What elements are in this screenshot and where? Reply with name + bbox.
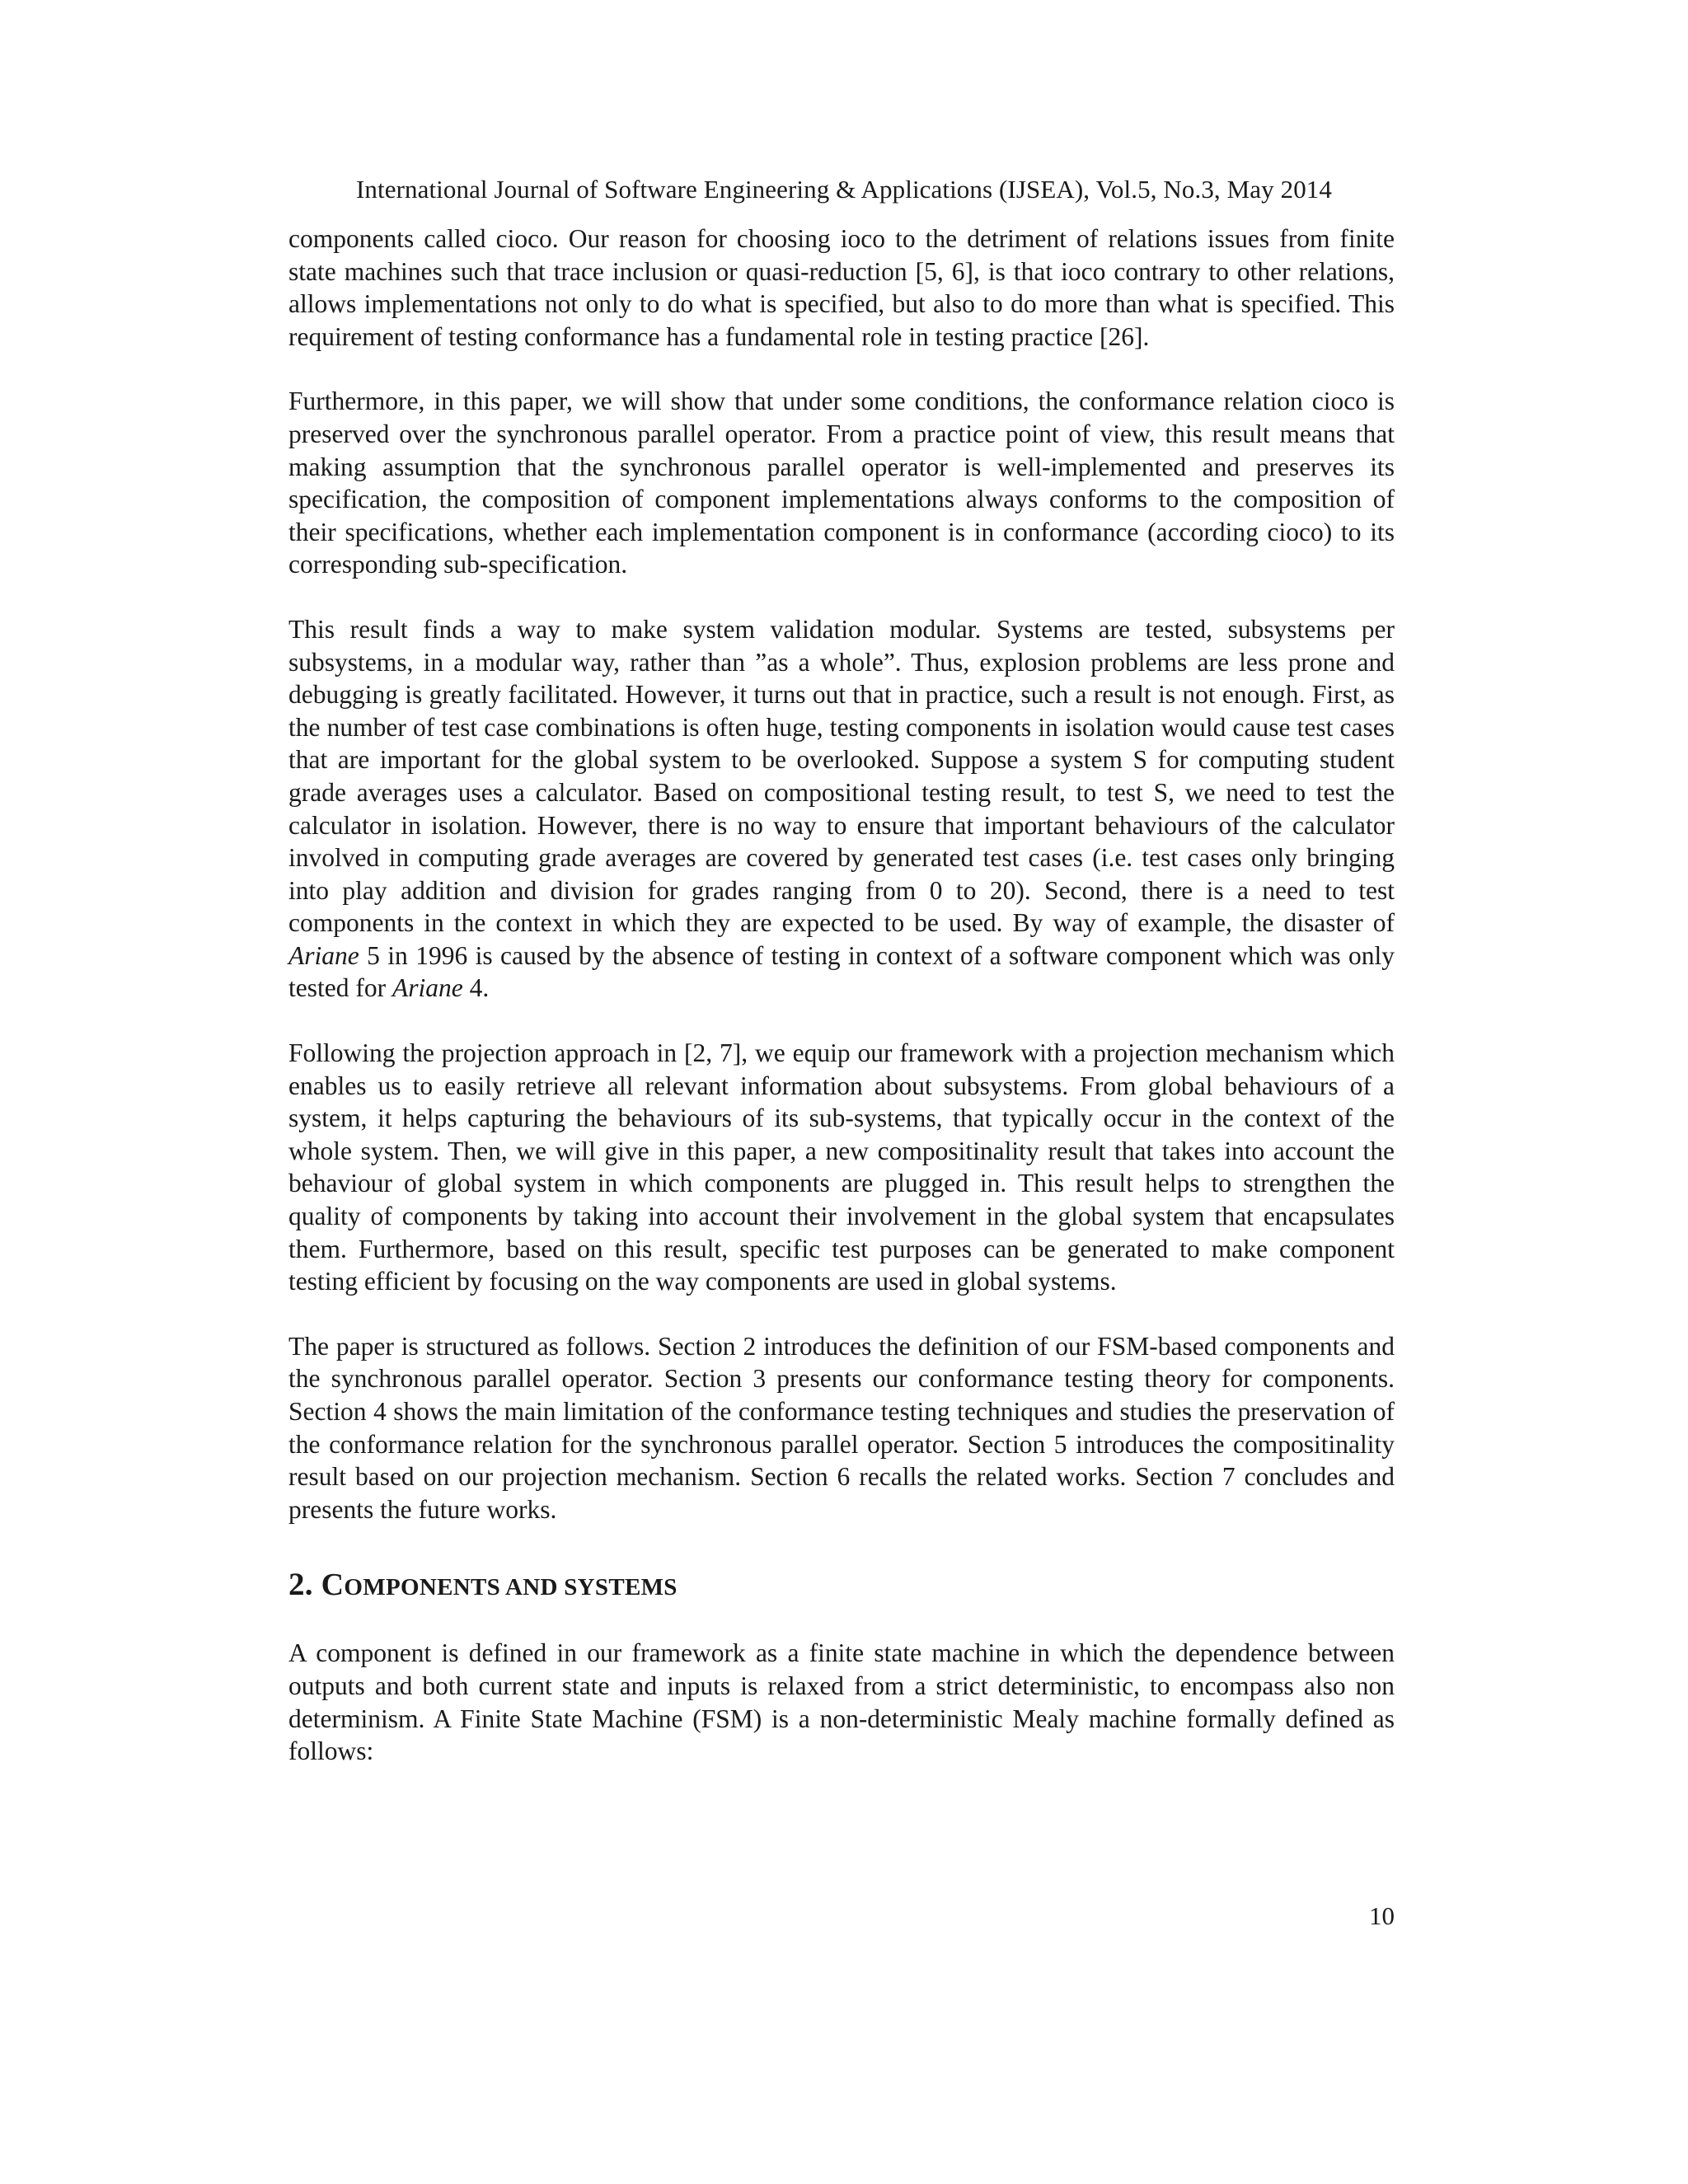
paragraph-component-definition: A component is defined in our framework as a finite state machine in which the dependence between outputs and both current state and inputs is relaxed from a strict deterministic, to encompass also non determinism. A Finite State Machine (FSM) is a non-deterministic Mealy machine formally defined as follows:	[288, 1638, 1395, 1766]
page-body	[288, 223, 1395, 1800]
paragraph-text: 4.	[469, 973, 490, 1003]
section-title-rest: OMPONENTS AND SYSTEMS	[344, 1574, 678, 1601]
section-title-initial: C	[321, 1568, 345, 1603]
paragraph-text: This result finds a way to make system validation modular. Systems are tested, subsystems per subsystems, in a modular way, rather than ”as a whole”. Thus, explosion problems are less prone and debugging is greatly facilitated. However, it turns out that in practice, such a result is not enough. First, as the number of test case combinations is often huge, testing components in isolation would cause test cases that are important for the global system to be overlooked. Suppose a system S for computing student grade averages uses a calculator. Based on compositional testing result, to test S, we need to test the calculator in isolation. However, there is no way to ensure that important behaviours of the calculator involved in computing grade averages are covered by generated test cases (i.e. test cases only bringing into play addition and division for grades ranging from 0 to 20). Second, there is a need to test components in the context in which they are expected to be used. By way of example, the disaster of	[288, 614, 1395, 938]
paragraph-preservation: Furthermore, in this paper, we will show that under some conditions, the conformance relation cioco is preserved over the synchronous parallel operator. From a practice point of view, this result means that making assumption that the synchronous parallel operator is well-implemented and preserves its specification, the composition of component implementations always conforms to the composition of their specifications, whether each implementation component is in conformance (according cioco) to its corresponding sub-specification.	[288, 387, 1395, 579]
running-header: International Journal of Software Engineering & Applications (IJSEA), Vol.5, No.3, May 2014	[355, 175, 1333, 204]
paragraph-projection: Following the projection approach in [2, 7], we equip our framework with a projection mechanism which enables us to easily retrieve all relevant information about subsystems. From global behaviours of a system, it helps capturing the behaviours of its sub-systems, that typically occur in the context of the whole system. Then, we will give in this paper, a new compositinality result that takes into account the behaviour of global system in which components are plugged in. This result helps to strengthen the quality of components by taking into account their involvement in the global system that encapsulates them. Furthermore, based on this result, specific test purposes can be generated to make component testing efficient by focusing on the way components are used in global systems.	[288, 1038, 1395, 1296]
section-heading	[288, 1567, 1395, 1605]
paragraph-text: 5 in 1996 is caused by the absence of testing in context of a software component which was only tested for	[288, 940, 1395, 1003]
paragraph-modular-validation	[288, 613, 1395, 1005]
paragraph-structure: The paper is structured as follows. Section 2 introduces the definition of our FSM-based components and the synchronous parallel operator. Section 3 presents our conformance testing theory for components. Section 4 shows the main limitation of the conformance testing techniques and studies the preservation of the conformance relation for the synchronous parallel operator. Section 5 introduces the compositinality result based on our projection mechanism. Section 6 recalls the related works. Section 7 concludes and presents the future works.	[288, 1331, 1395, 1524]
section-number: 2.	[288, 1567, 313, 1603]
italic-term: Ariane	[288, 940, 359, 970]
italic-term: Ariane	[392, 973, 463, 1003]
paragraph-cioco-choice: components called cioco. Our reason for choosing ioco to the detriment of relations issues from finite state machines such that trace inclusion or quasi-reduction [5, 6], is that ioco contrary to other relations, allows implementations not only to do what is specified, but also to do more than what is specified. This requirement of testing conformance has a fundamental role in testing practice [26].	[288, 224, 1395, 351]
page-number: 10	[1369, 1901, 1395, 1930]
